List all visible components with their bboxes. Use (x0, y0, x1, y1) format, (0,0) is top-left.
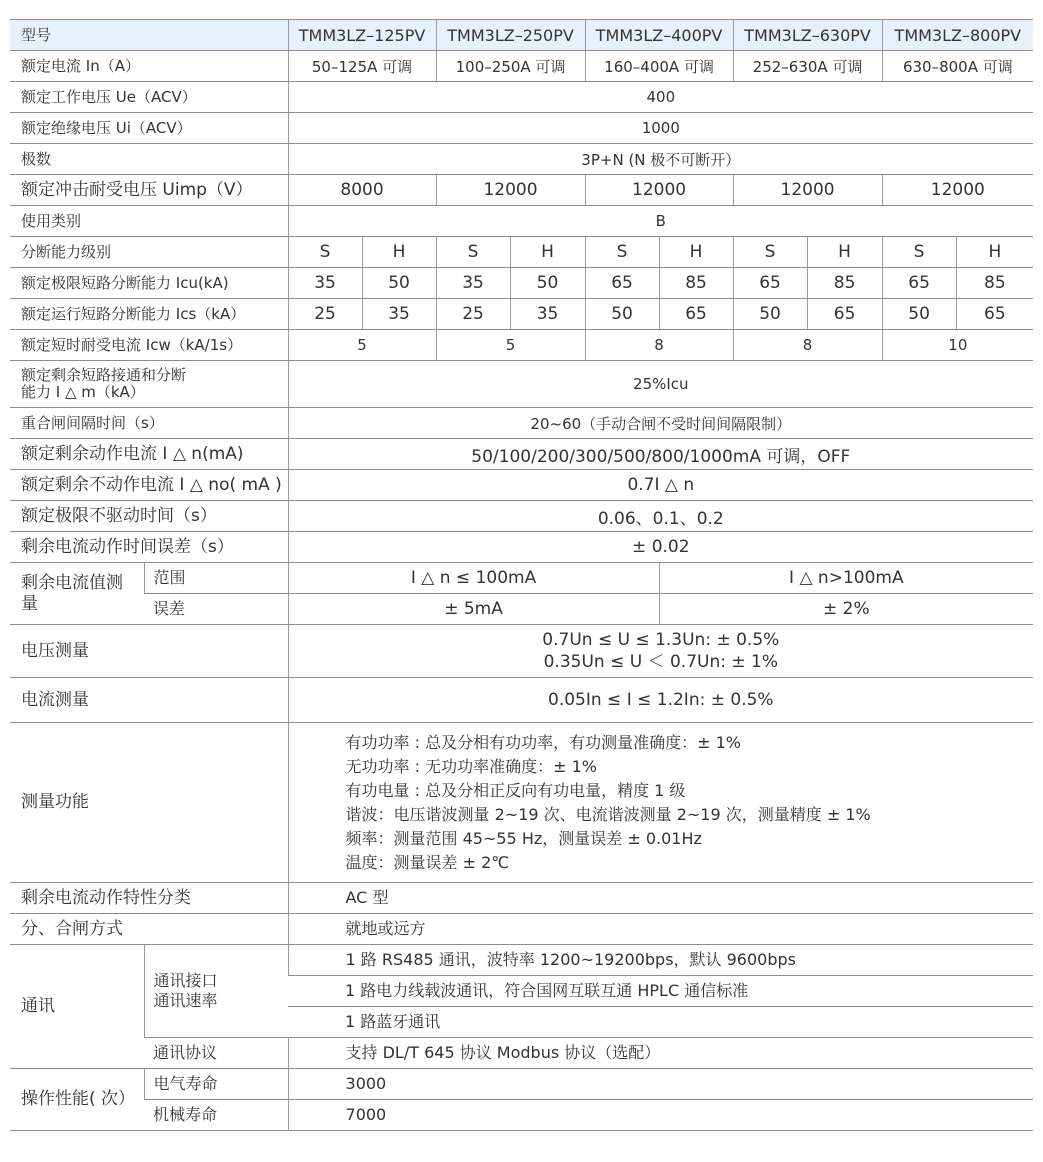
nondrive-row (10, 501, 1033, 532)
cell-value: 1 路 RS485 通讯，波特率 1200~19200bps，默认 9600bps (288, 945, 1033, 976)
cell-value: S (585, 237, 659, 268)
sub-label: 机械寿命 (144, 1100, 288, 1131)
cell-value: 252–630A 可调 (733, 51, 882, 82)
breaking-level-row (10, 237, 1033, 268)
row-label-line: 能力 I △ m（kA） (21, 383, 145, 401)
row-label: 额定极限短路分断能力 Icu(kA) (10, 268, 288, 299)
cell-value: 12000 (882, 175, 1033, 206)
header-row (10, 20, 1033, 51)
poles-row (10, 144, 1033, 175)
cell-value: 85 (807, 268, 882, 299)
cell-value: 35 (362, 299, 436, 330)
cell-value: 12000 (585, 175, 733, 206)
row-label: 剩余电流动作特性分类 (10, 883, 288, 914)
ics-row (10, 299, 1033, 330)
switch-mode-row (10, 914, 1033, 945)
icw-row (10, 330, 1033, 361)
row-label: 重合闸间隔时间（s） (10, 408, 288, 439)
cell-value: ± 0.02 (288, 532, 1033, 563)
row-label: 额定冲击耐受电压 Uimp（V） (10, 175, 288, 206)
sub-label (144, 945, 288, 1038)
model-name: TMM3LZ–400PV (585, 20, 733, 51)
sub-label-line: 通讯速率 (153, 991, 218, 1010)
value-line: 0.7Un ≤ U ≤ 1.3Un: ± 0.5% (542, 630, 780, 650)
ui-row (10, 113, 1033, 144)
value-line: 温度：测量误差 ± 2℃ (345, 852, 510, 872)
cell-value: S (436, 237, 510, 268)
row-label: 额定剩余动作电流 I △ n(mA) (10, 439, 288, 470)
cell-value: 0.05In ≤ I ≤ 1.2In: ± 0.5% (288, 678, 1033, 723)
cell-value: 65 (956, 299, 1033, 330)
row-label (10, 361, 288, 408)
spec-table (10, 19, 1033, 1131)
cell-value: B (288, 206, 1033, 237)
cell-value: 3000 (288, 1069, 1033, 1100)
value-line: 谐波：电压谐波测量 2~19 次、电流谐波测量 2~19 次，测量精度 ± 1% (345, 804, 871, 824)
cell-value: 50 (585, 299, 659, 330)
cell-value: AC 型 (288, 883, 1033, 914)
sub-label: 电气寿命 (144, 1069, 288, 1100)
cell-value: 10 (882, 330, 1033, 361)
cell-value: 12000 (733, 175, 882, 206)
row-label: 额定绝缘电压 Ui（ACV） (10, 113, 288, 144)
time-error-row (10, 532, 1033, 563)
cell-value: 400 (288, 82, 1033, 113)
current-measure-row (10, 678, 1033, 723)
cell-value: 就地或远方 (288, 914, 1033, 945)
cell-value: 5 (436, 330, 585, 361)
idno-row (10, 470, 1033, 501)
row-label: 操作性能( 次） (10, 1069, 144, 1131)
value-line: 频率：测量范围 45~55 Hz，测量误差 ± 0.01Hz (345, 828, 702, 848)
cell-value: 85 (659, 268, 733, 299)
sub-label: 范围 (144, 563, 288, 594)
cell-value: 100–250A 可调 (436, 51, 585, 82)
cell-value: 8000 (288, 175, 436, 206)
sub-label-line: 通讯接口 (153, 971, 218, 990)
cell-value: 5 (288, 330, 436, 361)
category-row (10, 206, 1033, 237)
cell-value: 20~60（手动合闸不受时间间隔限制） (288, 408, 1033, 439)
cell-value: S (733, 237, 807, 268)
rcd-type-row (10, 883, 1033, 914)
model-name: TMM3LZ–800PV (882, 20, 1033, 51)
icu-row (10, 268, 1033, 299)
cell-value: H (362, 237, 436, 268)
cell-value: 35 (436, 268, 510, 299)
model-name: TMM3LZ–250PV (436, 20, 585, 51)
cell-value: 1 路蓝牙通讯 (288, 1007, 1033, 1038)
row-label: 额定短时耐受电流 Icw（kA/1s） (10, 330, 288, 361)
cell-value: H (510, 237, 585, 268)
model-name: TMM3LZ–125PV (288, 20, 436, 51)
cell-value: 25%Icu (288, 361, 1033, 408)
row-label: 电流测量 (10, 678, 288, 723)
row-label: 电压测量 (10, 625, 288, 678)
ue-row (10, 82, 1033, 113)
cell-value: 25 (436, 299, 510, 330)
row-label: 剩余电流动作时间误差（s） (10, 532, 288, 563)
rated-current-row (10, 51, 1033, 82)
cell-value: 50–125A 可调 (288, 51, 436, 82)
cell-value: 85 (956, 268, 1033, 299)
uimp-row (10, 175, 1033, 206)
cell-value: 1000 (288, 113, 1033, 144)
residual-error-row (10, 594, 1033, 625)
cell-value: 0.7I △ n (288, 470, 1033, 501)
cell-value: 8 (733, 330, 882, 361)
row-label: 分断能力级别 (10, 237, 288, 268)
cell-value: S (882, 237, 956, 268)
cell-value: ± 5mA (288, 594, 659, 625)
value-line: 0.35Un ≤ U ＜ 0.7Un: ± 1% (543, 652, 778, 672)
cell-value: H (956, 237, 1033, 268)
cell-value: ± 2% (659, 594, 1033, 625)
cell-value: 65 (659, 299, 733, 330)
row-label: 分、合闸方式 (10, 914, 288, 945)
comm-protocol-row (10, 1038, 1033, 1069)
idn-row (10, 439, 1033, 470)
row-label: 额定工作电压 Ue（ACV） (10, 82, 288, 113)
row-label-line: 量 (21, 593, 38, 614)
cell-value: 1 路电力线载波通讯，符合国网互联互通 HPLC 通信标准 (288, 976, 1033, 1007)
cell-value: 65 (807, 299, 882, 330)
sub-label: 通讯协议 (144, 1038, 288, 1069)
cell-value: H (807, 237, 882, 268)
cell-value: 8 (585, 330, 733, 361)
cell-value: 65 (882, 268, 956, 299)
spec-table-container (10, 19, 1033, 1131)
row-label (10, 563, 144, 625)
row-label: 使用类别 (10, 206, 288, 237)
cell-value (288, 723, 1033, 883)
cell-value: 630–800A 可调 (882, 51, 1033, 82)
cell-value: S (288, 237, 362, 268)
cell-value: 65 (733, 268, 807, 299)
operation-mechanical-row (10, 1100, 1033, 1131)
residual-range-row (10, 563, 1033, 594)
cell-value: 160–400A 可调 (585, 51, 733, 82)
model-name: TMM3LZ–630PV (733, 20, 882, 51)
reclose-row (10, 408, 1033, 439)
cell-value: H (659, 237, 733, 268)
voltage-measure-row (10, 625, 1033, 678)
row-label: 通讯 (10, 945, 144, 1069)
value-line: 有功电量 : 总及分相正反向有功电量，精度 1 级 (345, 780, 686, 800)
cell-value: 12000 (436, 175, 585, 206)
row-label: 额定运行短路分断能力 Ics（kA） (10, 299, 288, 330)
measure-function-row (10, 723, 1033, 883)
row-label: 额定电流 In（A） (10, 51, 288, 82)
sub-label: 误差 (144, 594, 288, 625)
cell-value: 65 (585, 268, 659, 299)
cell-value: 3P+N (N 极不可断开） (288, 144, 1033, 175)
cell-value: 50/100/200/300/500/800/1000mA 可调，OFF (288, 439, 1033, 470)
header-label: 型号 (10, 20, 288, 51)
row-label: 测量功能 (10, 723, 288, 883)
cell-value: 0.06、0.1、0.2 (288, 501, 1033, 532)
cell-value: 50 (510, 268, 585, 299)
cell-value: 7000 (288, 1100, 1033, 1131)
value-line: 无功功率 : 无功功率准确度：± 1% (345, 756, 597, 776)
cell-value: 支持 DL/T 645 协议 Modbus 协议（选配） (288, 1038, 1033, 1069)
comm-iface-row-1 (10, 945, 1033, 976)
cell-value: 50 (882, 299, 956, 330)
idm-row (10, 361, 1033, 408)
row-label: 极数 (10, 144, 288, 175)
cell-value: 25 (288, 299, 362, 330)
cell-value: 35 (510, 299, 585, 330)
row-label: 额定剩余不动作电流 I △ no( mA ) (10, 470, 288, 501)
cell-value (288, 625, 1033, 678)
cell-value: 50 (733, 299, 807, 330)
row-label-line: 额定剩余短路接通和分断 (21, 366, 187, 384)
value-line: 有功功率 : 总及分相有功功率，有功测量准确度：± 1% (345, 732, 741, 752)
cell-value: 50 (362, 268, 436, 299)
row-label-line: 剩余电流值测 (21, 572, 123, 593)
cell-value: I △ n ≤ 100mA (288, 563, 659, 594)
row-label: 额定极限不驱动时间（s） (10, 501, 288, 532)
operation-electrical-row (10, 1069, 1033, 1100)
cell-value: I △ n>100mA (659, 563, 1033, 594)
cell-value: 35 (288, 268, 362, 299)
